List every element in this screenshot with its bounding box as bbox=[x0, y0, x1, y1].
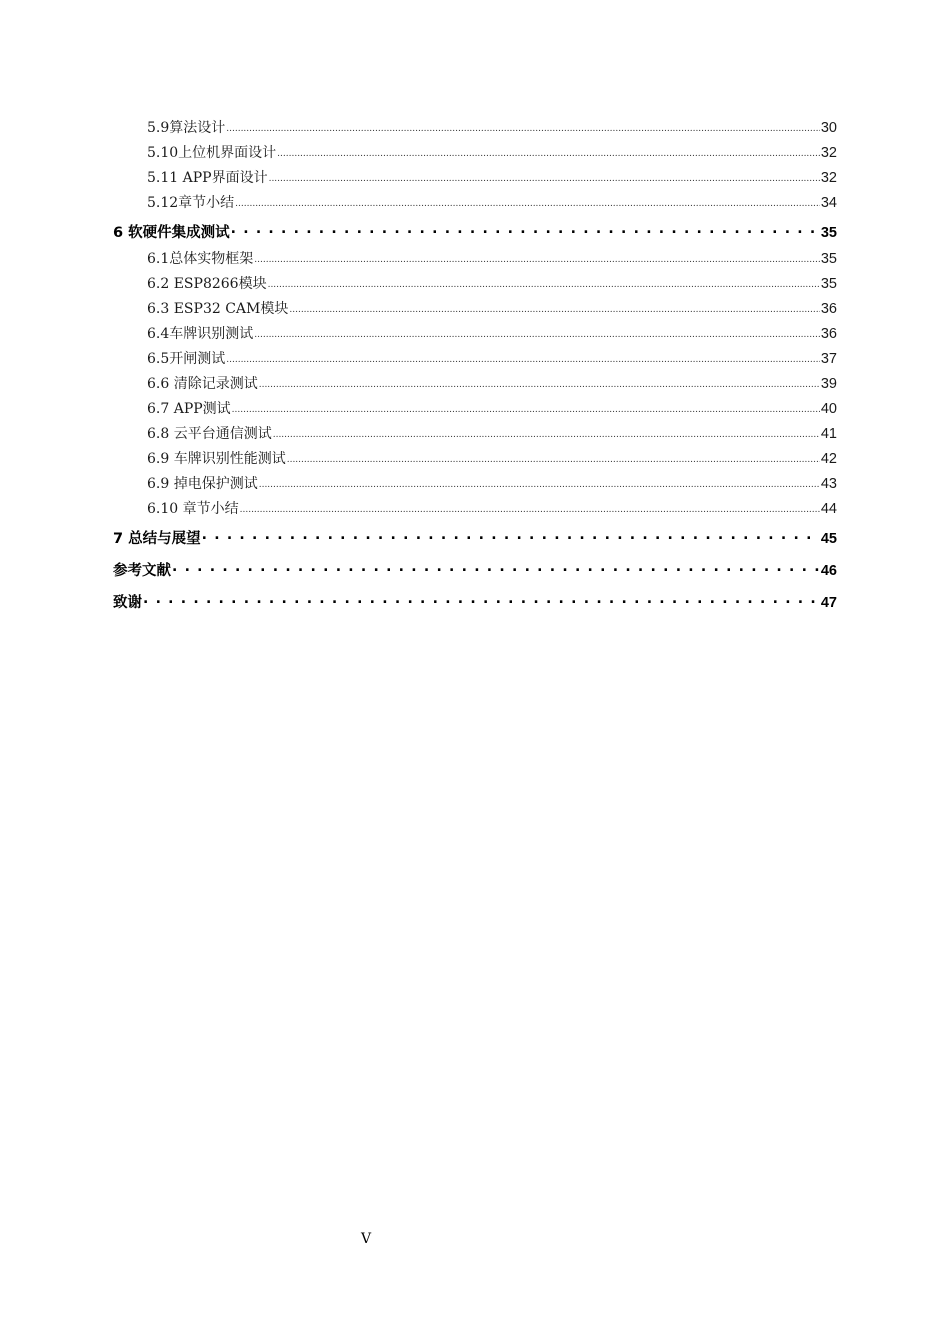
toc-entry-page: 36 bbox=[820, 326, 837, 342]
toc-entry-6-9-performance[interactable] bbox=[147, 448, 837, 468]
toc-chapter-title: 致谢 bbox=[113, 595, 142, 611]
toc-entry-page: 35 bbox=[820, 276, 837, 292]
dot-leader bbox=[235, 193, 820, 207]
toc-entry-page: 40 bbox=[820, 401, 837, 417]
toc-chapter-page: 47 bbox=[820, 595, 837, 611]
toc-entry-6-8[interactable] bbox=[147, 423, 837, 443]
toc-entry-6-6[interactable] bbox=[147, 373, 837, 393]
toc-entry-page: 37 bbox=[820, 351, 837, 367]
toc-entry-title: 6.3 ESP32 CAM模块 bbox=[147, 301, 289, 317]
dot-leader bbox=[143, 593, 820, 608]
toc-entry-title: 6.8 云平台通信测试 bbox=[147, 426, 272, 442]
dot-leader bbox=[254, 249, 820, 263]
dot-leader bbox=[269, 168, 820, 182]
toc-entry-5-11[interactable] bbox=[147, 167, 837, 187]
dot-leader bbox=[231, 223, 820, 238]
toc-entry-title: 6.9 掉电保护测试 bbox=[147, 476, 258, 492]
toc-entry-6-4[interactable] bbox=[147, 323, 837, 343]
toc-entry-title: 6.7 APP测试 bbox=[147, 401, 231, 417]
toc-chapter-page: 35 bbox=[820, 225, 837, 241]
toc-entry-title: 5.10上位机界面设计 bbox=[147, 145, 277, 161]
dot-leader bbox=[273, 424, 820, 438]
toc-entry-title: 6.4车牌识别测试 bbox=[147, 326, 254, 342]
toc-entry-title: 6.10 章节小结 bbox=[147, 501, 239, 517]
toc-entry-page: 32 bbox=[820, 170, 837, 186]
toc-entry-5-10[interactable] bbox=[147, 142, 837, 162]
toc-references[interactable] bbox=[113, 559, 837, 580]
dot-leader bbox=[202, 529, 820, 544]
toc-entry-6-7[interactable] bbox=[147, 398, 837, 418]
toc-entry-title: 6.6 清除记录测试 bbox=[147, 376, 258, 392]
toc-entry-title: 5.12章节小结 bbox=[147, 195, 235, 211]
toc-entry-5-9[interactable] bbox=[147, 117, 837, 137]
dot-leader bbox=[289, 299, 819, 313]
toc-chapter-page: 45 bbox=[820, 531, 837, 547]
toc-entry-title: 6.5开闸测试 bbox=[147, 351, 226, 367]
dot-leader bbox=[259, 374, 820, 388]
toc-entry-5-12[interactable] bbox=[147, 192, 837, 212]
toc-entry-page: 39 bbox=[820, 376, 837, 392]
dot-leader bbox=[259, 474, 820, 488]
page-number: V bbox=[360, 1231, 372, 1247]
dot-leader bbox=[232, 399, 820, 413]
toc-entry-page: 36 bbox=[820, 301, 837, 317]
toc-entry-page: 44 bbox=[820, 501, 837, 517]
toc-entry-page: 35 bbox=[820, 251, 837, 267]
toc-entry-page: 42 bbox=[820, 451, 837, 467]
toc-chapter-6[interactable] bbox=[113, 221, 837, 242]
dot-leader bbox=[287, 449, 820, 463]
toc-entry-page: 34 bbox=[820, 195, 837, 211]
dot-leader bbox=[268, 274, 820, 288]
dot-leader bbox=[226, 349, 820, 363]
dot-leader bbox=[277, 143, 820, 157]
toc-entry-title: 6.1总体实物框架 bbox=[147, 251, 254, 267]
toc-entry-6-3[interactable] bbox=[147, 298, 837, 318]
toc-entry-6-5[interactable] bbox=[147, 348, 837, 368]
toc-entry-page: 32 bbox=[820, 145, 837, 161]
toc-acknowledgements[interactable] bbox=[113, 591, 837, 612]
toc-chapter-page: 46 bbox=[820, 563, 837, 579]
toc-entry-title: 5.9算法设计 bbox=[147, 120, 226, 136]
toc-chapter-7[interactable] bbox=[113, 527, 837, 548]
toc-entry-6-2[interactable] bbox=[147, 273, 837, 293]
toc-entry-page: 41 bbox=[820, 426, 837, 442]
dot-leader bbox=[240, 499, 820, 513]
dot-leader bbox=[226, 118, 820, 132]
toc-chapter-title: 6 软硬件集成测试 bbox=[113, 225, 230, 241]
dot-leader bbox=[172, 561, 820, 576]
toc-entry-title: 5.11 APP界面设计 bbox=[147, 170, 268, 186]
toc-entry-6-1[interactable] bbox=[147, 248, 837, 268]
toc-entry-6-9-power[interactable] bbox=[147, 473, 837, 493]
toc-entry-title: 6.9 车牌识别性能测试 bbox=[147, 451, 286, 467]
toc-entry-title: 6.2 ESP8266模块 bbox=[147, 276, 267, 292]
toc-entry-6-10[interactable] bbox=[147, 498, 837, 518]
toc-entry-page: 43 bbox=[820, 476, 837, 492]
toc-entry-page: 30 bbox=[820, 120, 837, 136]
toc-chapter-title: 7 总结与展望 bbox=[113, 531, 201, 547]
dot-leader bbox=[254, 324, 820, 338]
toc-chapter-title: 参考文献 bbox=[113, 563, 171, 579]
